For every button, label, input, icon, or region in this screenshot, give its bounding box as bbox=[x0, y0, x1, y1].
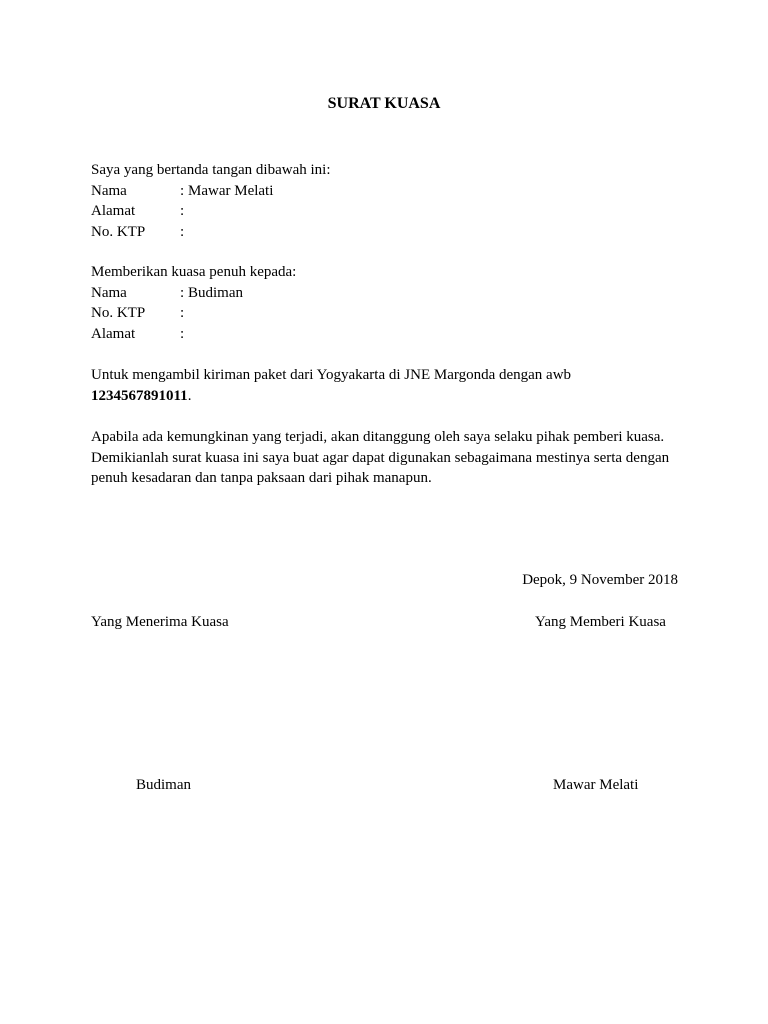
field-label: No. KTP bbox=[91, 305, 146, 321]
giver-address-row bbox=[91, 201, 691, 222]
purpose-line: Untuk mengambil kiriman paket dari Yogyakarta di JNE Margonda dengan awb bbox=[91, 367, 572, 383]
giver-name-row bbox=[91, 181, 691, 202]
place-date: Depok, 9 November 2018 bbox=[522, 572, 678, 588]
closing-paragraph bbox=[91, 427, 691, 489]
field-colon: : bbox=[180, 182, 185, 199]
receiver-address-row bbox=[91, 324, 691, 345]
giver-ktp-row bbox=[91, 222, 691, 243]
giver-section bbox=[91, 160, 691, 242]
field-label: Nama bbox=[91, 182, 127, 199]
field-colon: : bbox=[180, 325, 185, 342]
field-label: Nama bbox=[91, 284, 127, 301]
closing-line: Apabila ada kemungkinan yang terjadi, akan ditanggung oleh saya selaku pihak pemberi kuasa. bbox=[91, 429, 665, 445]
field-value: Mawar Melati bbox=[188, 182, 274, 199]
receiver-ktp-row bbox=[91, 303, 691, 324]
field-label: Alamat bbox=[91, 325, 136, 342]
field-colon: : bbox=[180, 284, 185, 301]
field-colon: : bbox=[180, 203, 185, 219]
giver-signature-label: Yang Memberi Kuasa bbox=[535, 614, 666, 630]
awb-number: 1234567891011 bbox=[91, 387, 188, 404]
field-label: Alamat bbox=[91, 203, 136, 219]
field-colon: : bbox=[180, 305, 185, 321]
document-title: SURAT KUASA bbox=[327, 95, 441, 112]
receiver-name-row bbox=[91, 283, 691, 304]
field-colon: : bbox=[180, 223, 185, 240]
purpose-paragraph bbox=[91, 365, 691, 406]
field-label: No. KTP bbox=[91, 223, 146, 240]
receiver-section bbox=[91, 262, 691, 344]
receiver-signature-name: Budiman bbox=[136, 777, 191, 793]
closing-line: Demikianlah surat kuasa ini saya buat agar dapat digunakan sebagaimana mestinya serta dengan bbox=[91, 449, 670, 466]
awb-line bbox=[91, 386, 691, 407]
field-value: Budiman bbox=[188, 284, 243, 301]
giver-intro: Saya yang bertanda tangan dibawah ini: bbox=[91, 162, 331, 178]
closing-line: penuh kesadaran dan tanpa paksaan dari pihak manapun. bbox=[91, 470, 432, 486]
receiver-intro: Memberikan kuasa penuh kepada: bbox=[91, 264, 297, 280]
awb-period: . bbox=[187, 387, 192, 404]
receiver-signature-label: Yang Menerima Kuasa bbox=[91, 614, 229, 630]
giver-signature-name: Mawar Melati bbox=[553, 777, 639, 793]
